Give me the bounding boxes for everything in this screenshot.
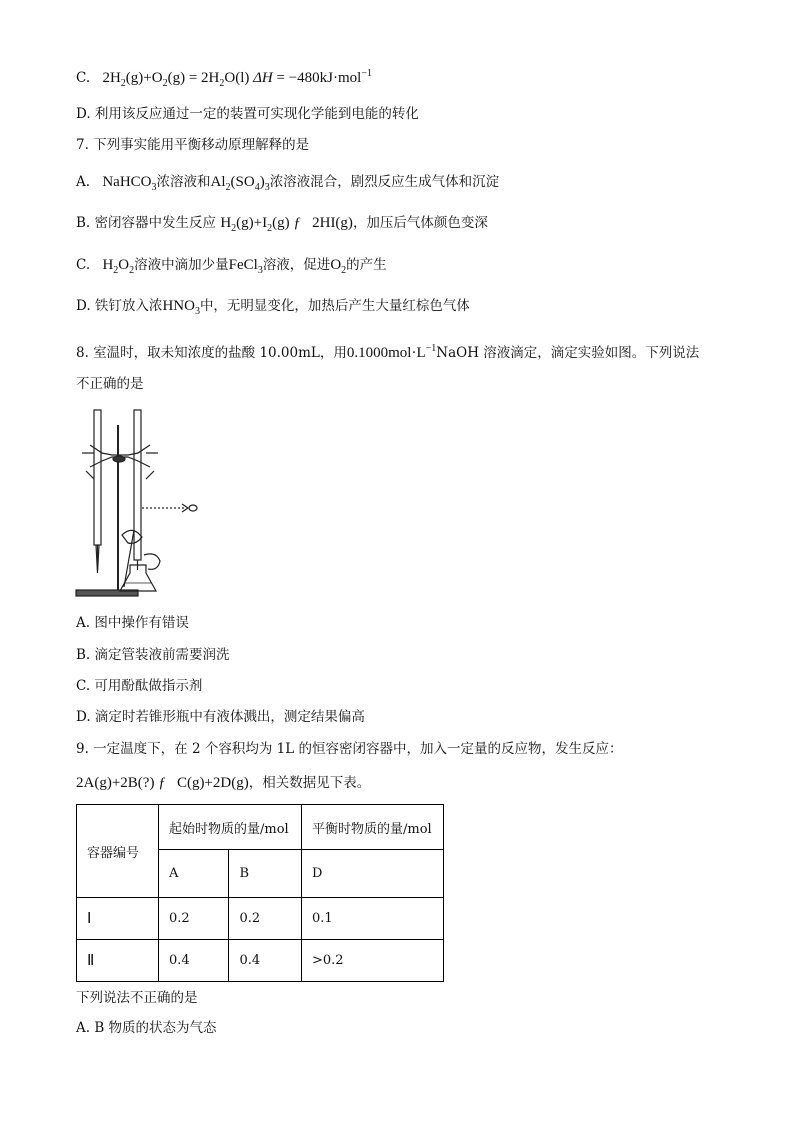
q9-option-a: A. B 物质的状态为气态 — [76, 1020, 217, 1036]
header-initial: 起始时物质的量/mol — [159, 805, 302, 850]
q8-option-c: C. 可用酚酞做指示剂 — [76, 678, 203, 694]
header-a: A — [159, 850, 229, 898]
header-b: B — [229, 850, 302, 898]
q7-option-a-formula: NaHCO$_3$ — [102, 174, 157, 193]
q7-option-b: B. 密闭容器中发生反应 $H_2(g)+I_2(g)$ ƒ 2HI(g)，加压后气体颜色变深 — [76, 215, 488, 234]
q9-reaction: 2A(g)+2B(?) ƒ C(g)+2D(g) — [76, 775, 249, 791]
q8-stem-line2: 不正确的是 — [76, 376, 144, 392]
q9-stem: 9. 一定温度下，在 2 个容积均为 1L 的恒容密闭容器中，加入一定量的反应物，发生反应： — [76, 741, 623, 757]
q6-option-c — [76, 64, 372, 94]
header-container: 容器编号 — [77, 805, 159, 898]
table-row: Ⅰ 0.2 0.2 0.1 — [77, 898, 444, 940]
header-equilibrium: 平衡时物质的量/mol — [302, 805, 444, 850]
q8-option-a: A. 图中操作有错误 — [76, 615, 189, 631]
q6-option-c-equation: $2H_2(g)+O_2(g) = 2H_2O(l) \Delta H = -480kJ\cdot mol^{-1}$ — [102, 68, 372, 89]
q9-reaction-line: 2A(g)+2B(?) ƒ C(g)+2D(g)，相关数据见下表。 — [76, 775, 371, 791]
q7-option-b-formula: $H_2(g)+I_2(g)$ ƒ 2HI(g) — [220, 215, 353, 234]
q8-stem-line1: 8. 室温时，取未知浓度的盐酸 10.00mL，用$0.1000mol\cdot L^{-1}NaOH$ 溶液滴定，滴定实验如图。下列说法 — [76, 343, 700, 361]
q9-after-table: 下列说法不正确的是 — [76, 990, 198, 1006]
q7-option-a: A. NaHCO$_3$浓溶液和$Al_2(SO_4)_3$浓溶液混合，剧烈反应生成气体和沉淀 — [76, 174, 500, 193]
q7-stem: 7. 下列事实能用平衡移动原理解释的是 — [76, 137, 310, 153]
q8-option-d: D. 滴定时若锥形瓶中有液体溅出，测定结果偏高 — [76, 709, 365, 725]
header-d: D — [302, 850, 444, 898]
q8-option-b: B. 滴定管装液前需要润洗 — [76, 647, 230, 663]
q7-option-d: D. 铁钉放入浓$HNO_3$中，无明显变化，加热后产生大量红棕色气体 — [76, 298, 470, 317]
q6-option-c-label: C. — [76, 70, 91, 86]
table-row: Ⅱ 0.4 0.4 >0.2 — [77, 940, 444, 982]
q7-option-c: C. $H_2O_2$溶液中滴加少量FeCl$_3$溶液，促进$O_2$的产生 — [76, 257, 387, 276]
q6-option-d: D. 利用该反应通过一定的装置可实现化学能到电能的转化 — [76, 106, 419, 122]
q9-data-table — [76, 804, 444, 982]
titration-apparatus-figure — [72, 405, 202, 605]
